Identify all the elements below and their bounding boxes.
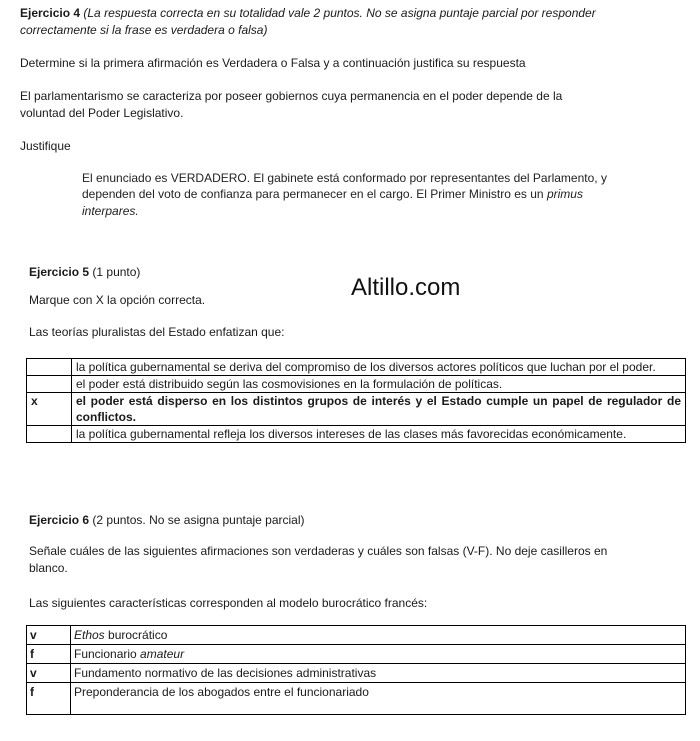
option-mark-cell[interactable]: x — [27, 393, 72, 426]
ej5-options-table — [26, 358, 686, 443]
ej5-title: Ejercicio 5 — [29, 265, 90, 279]
option-text: el poder está disperso en los distintos grupos de interés y el Estado cumple un papel de regulador de conflictos. — [72, 393, 686, 426]
option-text: el poder está distribuido según las cosmovisiones en la formulación de políticas. — [72, 376, 686, 393]
table-row — [27, 376, 686, 393]
vf-text: Fundamento normativo de las decisiones administrativas — [71, 664, 686, 683]
vf-text-italic: Ethos — [74, 628, 105, 642]
ej5-points: (1 punto) — [92, 265, 141, 279]
ej6-instruction-line2: blanco. — [29, 561, 68, 575]
option-text: la política gubernamental se deriva del compromiso de los diversos actores políticos que luchan por el poder. — [72, 359, 686, 376]
vf-mark-cell[interactable]: v — [27, 626, 71, 645]
table-row — [27, 626, 686, 645]
ej4-note-line1: (La respuesta correcta en su totalidad vale 2 puntos. No se asigna puntaje parcial por responder — [83, 6, 596, 20]
vf-text — [71, 626, 686, 645]
table-row — [27, 683, 686, 715]
ej5-question: Las teorías pluralistas del Estado enfatizan que: — [29, 325, 285, 339]
ej4-justify-label: Justifique — [20, 139, 71, 153]
table-row — [27, 426, 686, 443]
table-row — [27, 645, 686, 664]
ej4-header — [20, 5, 690, 22]
table-row — [27, 359, 686, 376]
ej4-statement-line1: El parlamentarismo se caracteriza por poseer gobiernos cuya permanencia en el poder depende de la — [20, 89, 563, 103]
option-text: la política gubernamental refleja los diversos intereses de las clases más favorecidas económicamente. — [72, 426, 686, 443]
ej4-note-line2: correctamente si la frase es verdadera o falsa) — [20, 23, 268, 37]
vf-mark-cell[interactable]: f — [27, 683, 71, 715]
ej4-answer-line3: interpares. — [82, 204, 139, 218]
ej4-answer-line1: El enunciado es VERDADERO. El gabinete está conformado por representantes del Parlamento, y — [82, 171, 607, 185]
ej4-instruction: Determine si la primera afirmación es Verdadera o Falsa y a continuación justifica su respuesta — [20, 56, 526, 70]
vf-text-italic: amateur — [140, 647, 185, 661]
ej5-instruction: Marque con X la opción correcta. — [29, 293, 206, 307]
vf-mark-cell[interactable]: f — [27, 645, 71, 664]
ej4-statement-line2: voluntad del Poder Legislativo. — [20, 106, 184, 120]
ej6-header — [29, 512, 305, 529]
option-mark-cell[interactable] — [27, 376, 72, 393]
vf-text: Preponderancia de los abogados entre el funcionariado — [71, 683, 686, 715]
vf-mark-cell[interactable]: v — [27, 664, 71, 683]
ej4-title: Ejercicio 4 — [20, 6, 81, 20]
ej6-vf-table — [26, 625, 686, 715]
vf-text-plain: burocrático — [104, 628, 168, 642]
watermark-logo: Altillo.com — [351, 274, 461, 301]
ej6-title: Ejercicio 6 — [29, 513, 90, 527]
option-mark-cell[interactable] — [27, 359, 72, 376]
table-row — [27, 393, 686, 426]
table-row — [27, 664, 686, 683]
ej6-question: Las siguientes características corresponden al modelo burocrático francés: — [29, 596, 428, 610]
ej4-answer-line2 — [82, 186, 583, 203]
ej4-answer-primus: primus — [546, 187, 583, 201]
ej5-header — [29, 264, 140, 281]
option-mark-cell[interactable] — [27, 426, 72, 443]
vf-text — [71, 645, 686, 664]
ej6-instruction-line1: Señale cuáles de las siguientes afirmaciones son verdaderas y cuáles son falsas (V-F). No deje casilleros en — [29, 544, 608, 558]
ej6-points: (2 puntos. No se asigna puntaje parcial) — [92, 513, 305, 527]
vf-text-plain: Funcionario — [74, 647, 141, 661]
ej4-answer-line2-text: dependen del voto de confianza para permanecer en el cargo. El Primer Ministro es un — [82, 187, 547, 201]
